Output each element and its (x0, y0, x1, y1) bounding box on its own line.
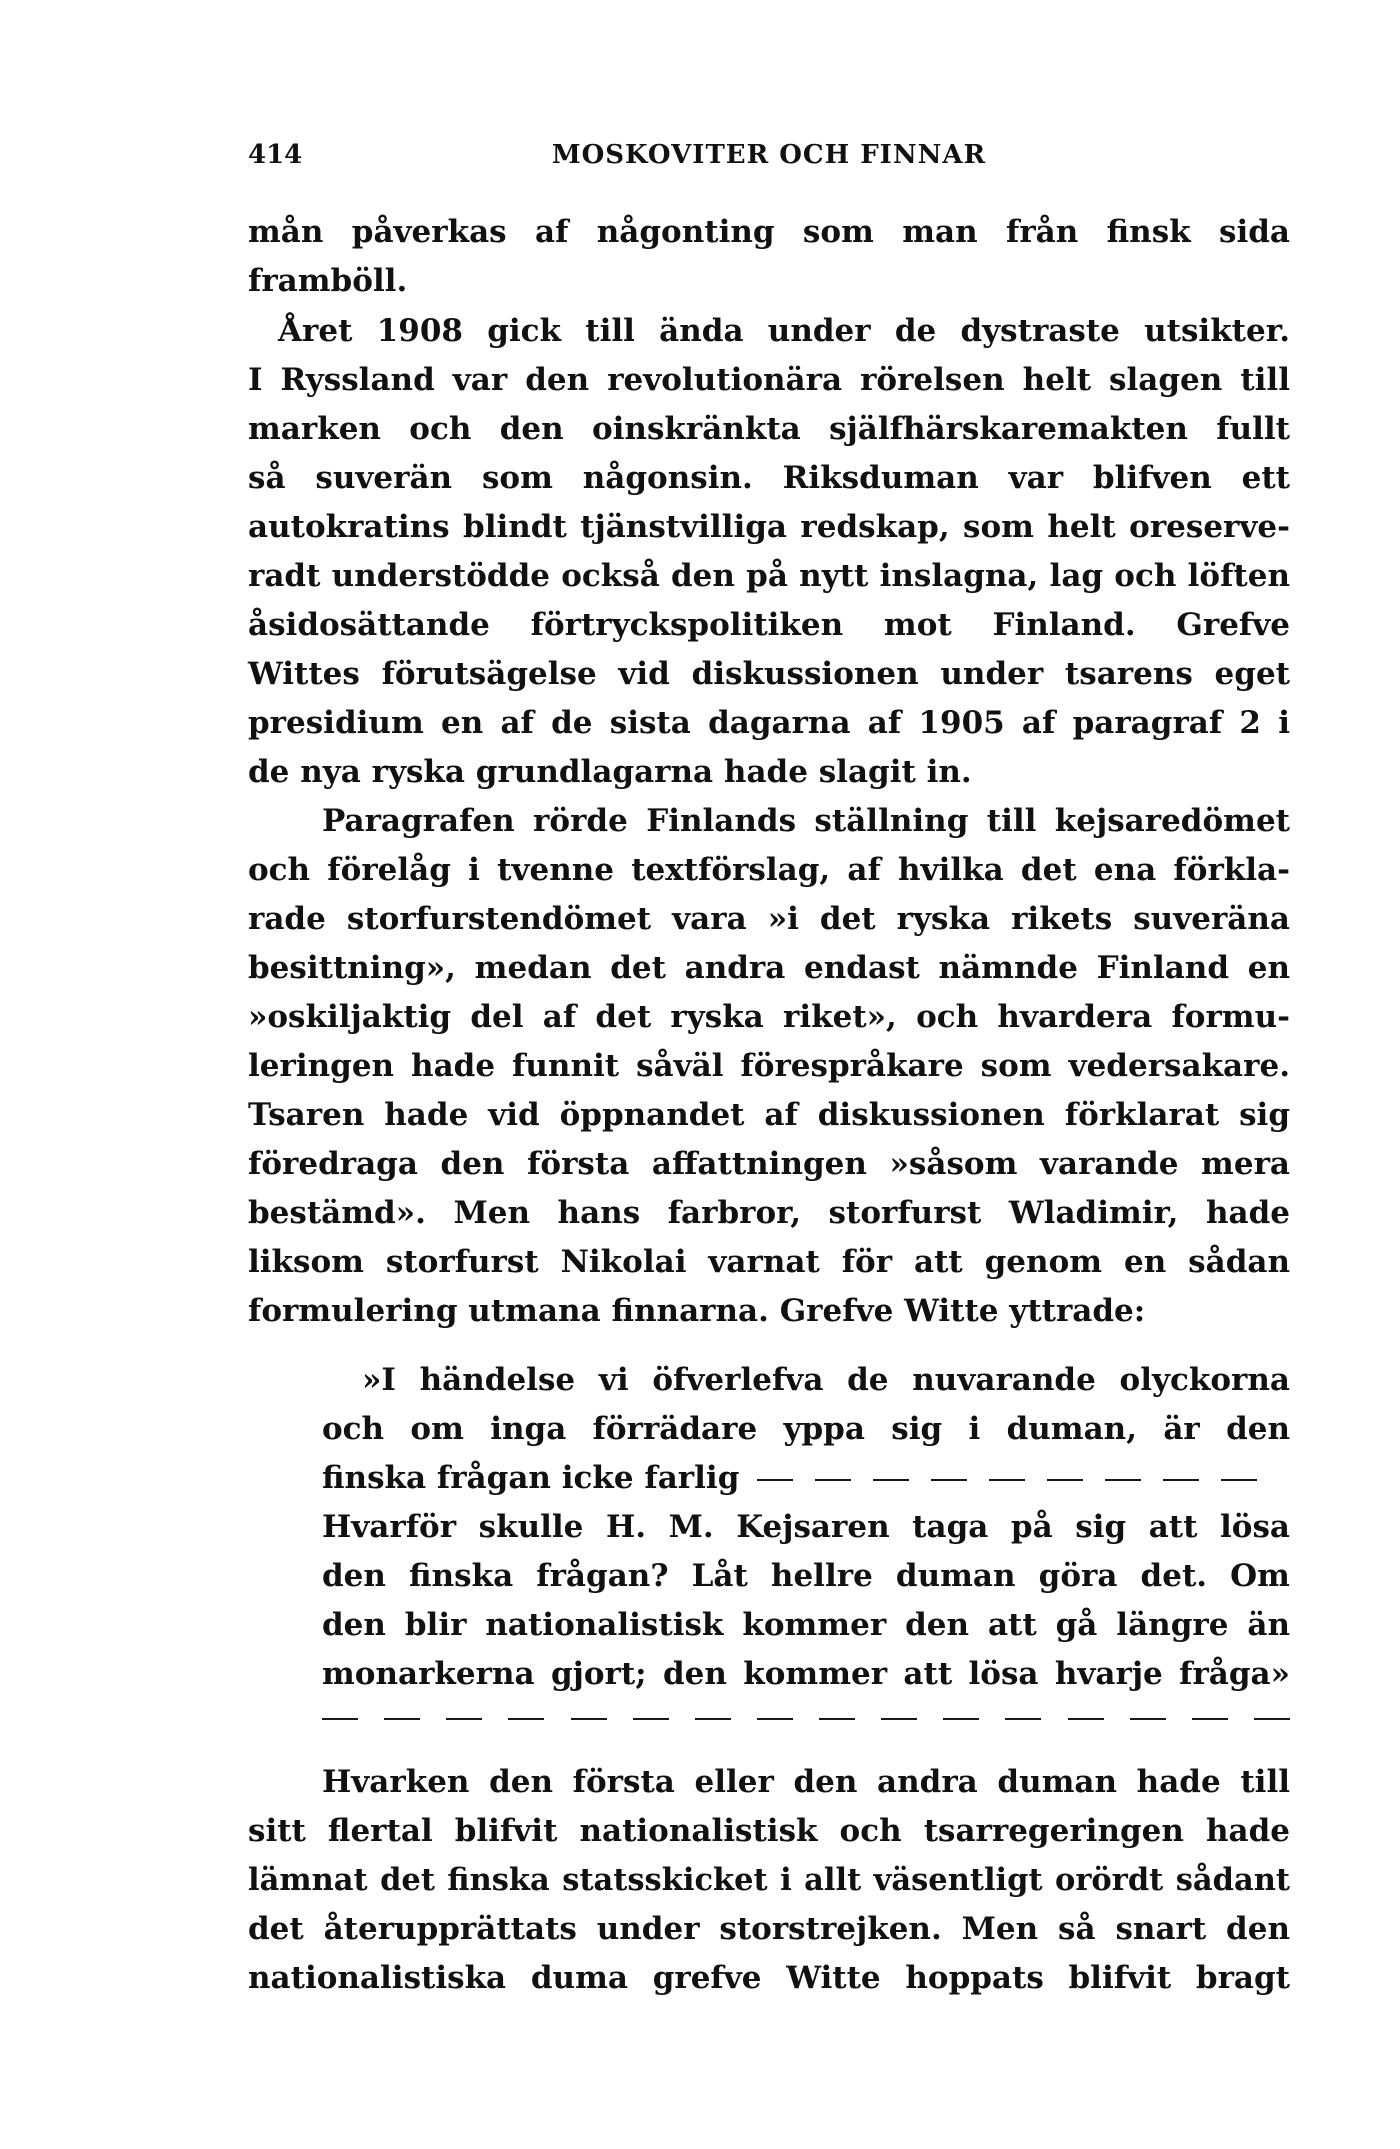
text-line: I Ryssland var den revolutionära rörelsen helt slagen till (248, 362, 1290, 398)
page-number: 414 (248, 140, 303, 170)
quote-line: »I händelse vi öfverlefva de nuvarande olyckorna (362, 1362, 1290, 1398)
text-line: framböll. (248, 263, 408, 299)
text-line: sitt flertal blifvit nationalistisk och tsarregeringen hade (248, 1813, 1290, 1849)
quote-line (322, 1456, 1290, 1500)
text-line: de nya ryska grundlagarna hade slagit in. (248, 754, 972, 790)
text-line: leringen hade funnit såväl förespråkare som vedersakare. (248, 1048, 1290, 1084)
text-line: nationalistiska duma grefve Witte hoppats blifvit bragt (248, 1960, 1290, 1996)
running-title: MOSKOVITER OCH FINNAR (551, 140, 987, 170)
ellipsis-dashes (757, 1479, 1257, 1481)
running-head (248, 140, 1290, 180)
text-line: rade storfurstendömet vara »i det ryska rikets suveräna (248, 901, 1290, 937)
text-line: bestämd». Men hans farbror, storfurst Wladimir, hade (248, 1195, 1290, 1231)
text-line: föredraga den första affattningen »såsom varande mera (248, 1146, 1290, 1182)
text-line: mån påverkas af någonting som man från finsk sida (248, 214, 1290, 250)
text-line: Året 1908 gick till ända under de dystraste utsikter. (278, 313, 1290, 349)
quote-line: den blir nationalistisk kommer den att gå längre än (322, 1607, 1290, 1643)
quote-line: den finska frågan? Låt hellre duman göra det. Om (322, 1558, 1290, 1594)
ellipsis-dashes (322, 1718, 1290, 1726)
text-line: det återupprättats under storstrejken. Men så snart den (248, 1911, 1290, 1947)
text-line: så suverän som någonsin. Riksduman var blifven ett (248, 460, 1290, 496)
text-line: åsidosättande förtryckspolitiken mot Finland. Grefve (248, 607, 1290, 643)
text-line: »oskiljaktig del af det ryska riket», och hvardera formu- (248, 999, 1290, 1035)
quote-line: monarkerna gjort; den kommer att lösa hvarje fråga» (322, 1656, 1290, 1692)
text-line: presidium en af de sista dagarna af 1905 af paragraf 2 i (248, 705, 1290, 741)
text-line: Hvarken den första eller den andra duman hade till (322, 1764, 1290, 1800)
text-line: Wittes förutsägelse vid diskussionen under tsarens eget (248, 656, 1290, 692)
text-line: Tsaren hade vid öppnandet af diskussionen förklarat sig (248, 1097, 1290, 1133)
quote-line: Hvarför skulle H. M. Kejsaren taga på sig att lösa (322, 1509, 1290, 1545)
text-line: lämnat det finska statsskicket i allt väsentligt orördt sådant (248, 1862, 1290, 1898)
text-line: radt understödde också den på nytt inslagna, lag och löften (248, 558, 1290, 594)
quote-line: och om inga förrädare yppa sig i duman, är den (322, 1411, 1290, 1447)
text-line: besittning», medan det andra endast nämnde Finland en (248, 950, 1290, 986)
text-line: liksom storfurst Nikolai varnat för att genom en sådan (248, 1244, 1290, 1280)
quote-text: finska frågan icke farlig (322, 1460, 740, 1496)
text-line: marken och den oinskränkta själfhärskaremakten fullt (248, 411, 1290, 447)
text-line: och förelåg i tvenne textförslag, af hvilka det ena förkla- (248, 852, 1290, 888)
text-line: formulering utmana finnarna. Grefve Witte yttrade: (248, 1293, 1146, 1329)
text-line: autokratins blindt tjänstvilliga redskap, som helt oreserve- (248, 509, 1290, 545)
text-line: Paragrafen rörde Finlands ställning till kejsaredömet (322, 803, 1290, 839)
